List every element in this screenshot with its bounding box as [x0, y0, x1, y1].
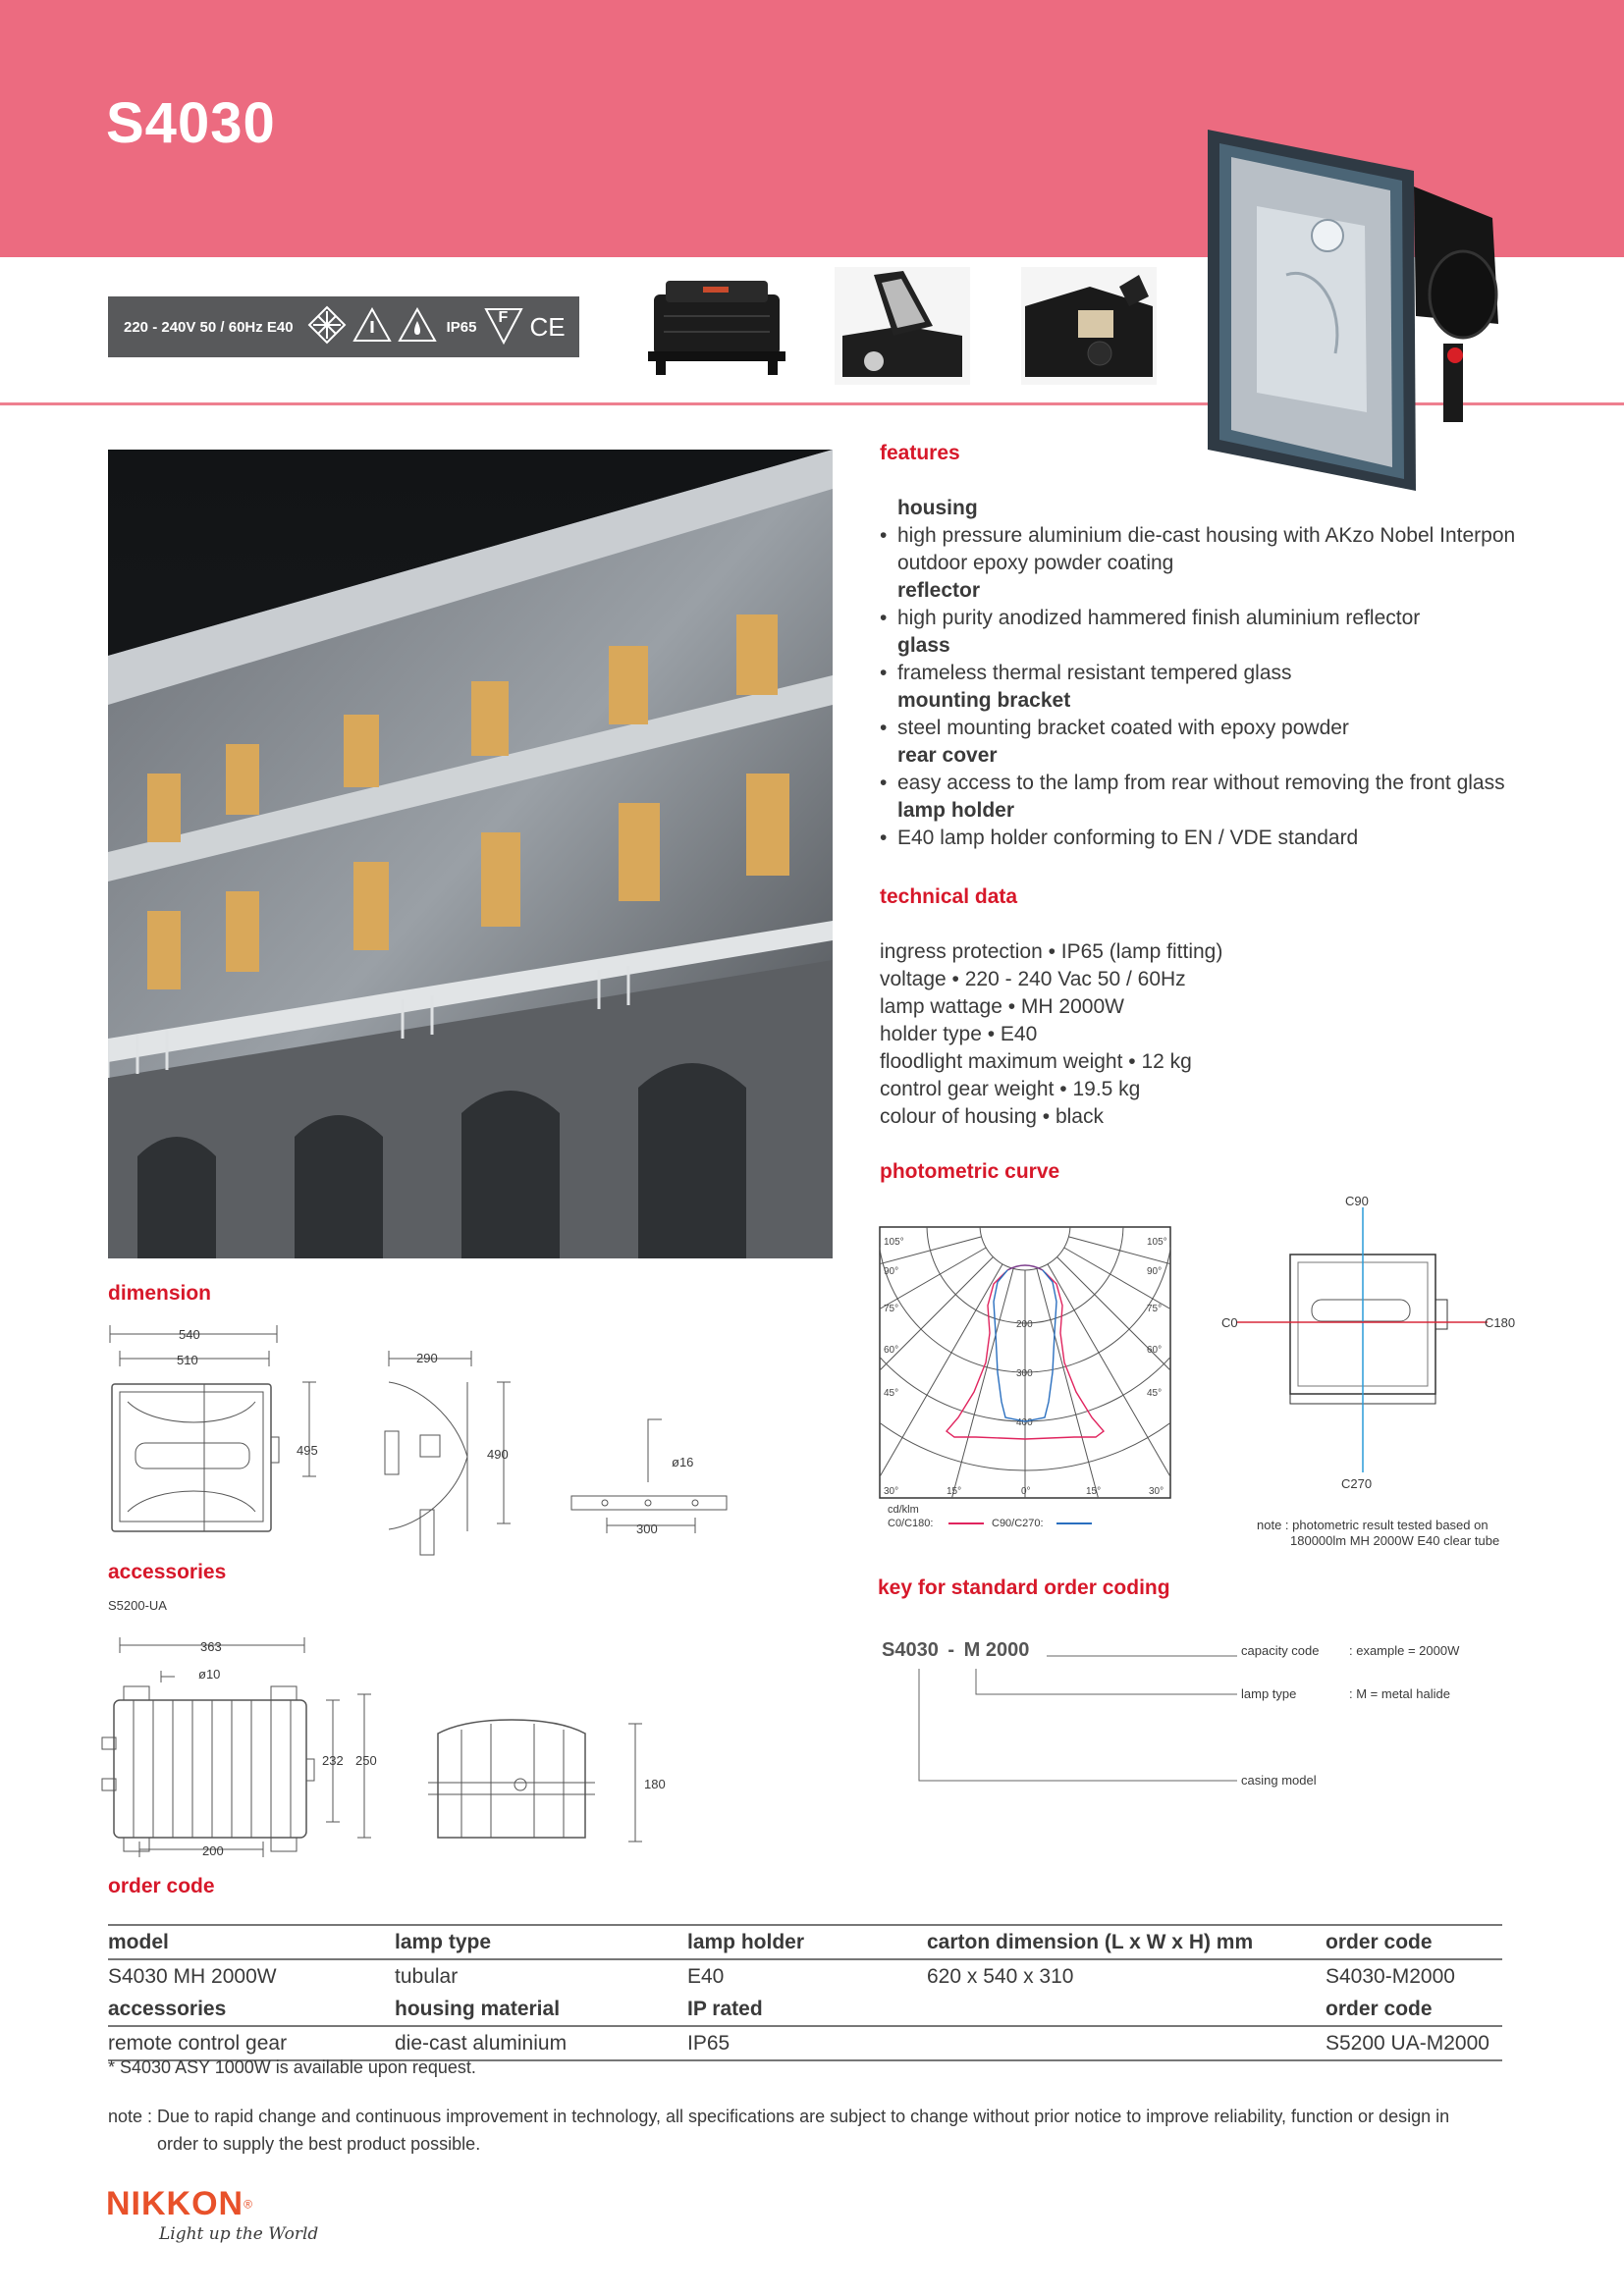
table-cell: S4030 MH 2000W [108, 1964, 277, 1988]
table-header-cell: housing material [395, 1993, 687, 2026]
feature-line: • high pressure aluminium die-cast housing with AKzo Nobel Interpon [880, 522, 1567, 550]
page-title: S4030 [106, 91, 276, 155]
table-row [108, 1959, 1502, 1993]
c-plane-diagram [1208, 1188, 1532, 1502]
dim-300: 300 [636, 1522, 658, 1536]
dim-290: 290 [416, 1351, 438, 1365]
angle-label: 15° [1086, 1486, 1102, 1497]
order-key-lines [880, 1649, 1243, 1787]
order-code-table [108, 1924, 1502, 2061]
axis-c180-label: C180 [1485, 1315, 1516, 1330]
feature-group-name: rear cover [897, 744, 998, 767]
disclaimer-note [108, 2103, 1522, 2158]
feature-line: • high purity anodized hammered finish aluminium reflector [880, 605, 1567, 632]
spec-voltage: 220 - 240V 50 / 60Hz E40 [124, 318, 294, 336]
dimension-heading: dimension [108, 1282, 212, 1305]
photometric-note-2: 180000lm MH 2000W E40 clear tube [1290, 1533, 1500, 1548]
accessories-heading: accessories [108, 1561, 227, 1583]
legend-c0 [888, 1518, 984, 1529]
table-cell: remote control gear [108, 2026, 395, 2060]
feature-line: • easy access to the lamp from rear without removing the front glass [880, 770, 1567, 797]
legend-c0-swatch [948, 1522, 984, 1524]
feature-line: • steel mounting bracket coated with epoxy powder [880, 715, 1567, 742]
tech-line: floodlight maximum weight • 12 kg [880, 1050, 1192, 1073]
table-header-cell: lamp holder [687, 1925, 927, 1959]
angle-label: 60° [884, 1345, 899, 1356]
photometric-heading: photometric curve [880, 1160, 1060, 1183]
acc-dim-10: ø10 [198, 1667, 221, 1682]
axis-c0-label: C0 [1221, 1315, 1238, 1330]
legend-c90-label: C90/C270: [992, 1518, 1044, 1529]
table-cell [927, 2026, 1326, 2060]
note-line-2: order to supply the best product possible. [157, 2134, 481, 2154]
spec-bar [108, 296, 579, 357]
nikkon-logo [106, 2185, 252, 2223]
capacity-example: : example = 2000W [1349, 1643, 1460, 1658]
feature-line: • frameless thermal resistant tempered glass [880, 660, 1567, 687]
rear-cover-photo [1021, 267, 1157, 385]
tech-line: voltage • 220 - 240 Vac 50 / 60Hz [880, 968, 1186, 990]
ip-rating: IP65 [446, 318, 477, 336]
table-cell: E40 [687, 1964, 725, 1988]
building-night-photo [108, 450, 833, 1258]
casing-label: casing model [1241, 1773, 1317, 1788]
tech-line: holder type • E40 [880, 1023, 1038, 1045]
feature-group-name: reflector [897, 579, 981, 602]
axis-c90-label: C90 [1345, 1194, 1369, 1208]
angle-label: 75° [884, 1304, 899, 1314]
capacity-label: capacity code [1241, 1643, 1320, 1658]
radial-label: 400 [1016, 1417, 1033, 1428]
acc-dim-180: 180 [644, 1777, 666, 1791]
ce-mark: CE [529, 311, 566, 342]
note-line-1: note : Due to rapid change and continuous improvement in technology, all specifications are subject to change without prior notice to improve reliability, function or design in [108, 2107, 1450, 2126]
code-type: M [963, 1639, 981, 1661]
order-footnote: * S4030 ASY 1000W is available upon request. [108, 2057, 476, 2077]
angle-label: 75° [1147, 1304, 1163, 1314]
angle-label: 105° [884, 1237, 904, 1248]
dim-495: 495 [297, 1443, 318, 1458]
tech-line: colour of housing • black [880, 1105, 1104, 1128]
angle-label: 105° [1147, 1237, 1167, 1248]
technical-heading: technical data [880, 885, 1018, 908]
accessory-drawings [98, 1635, 687, 1865]
table-header-cell: accessories [108, 1993, 395, 2026]
feature-line: • E40 lamp holder conforming to EN / VDE standard [880, 825, 1567, 852]
floodlight-product-photo [1198, 128, 1512, 501]
table-cell: 620 x 540 x 310 [927, 1964, 1074, 1988]
feature-group-name: glass [897, 634, 950, 657]
table-header-cell: order code [1326, 1925, 1502, 1959]
photometric-note-1: note : photometric result tested based on [1257, 1518, 1489, 1532]
control-gear-photo [644, 267, 789, 385]
code-dash: - [947, 1639, 955, 1661]
table-cell: S4030-M2000 [1326, 1964, 1455, 1988]
f-mark-icon [484, 305, 523, 348]
table-header-row [108, 1993, 1502, 2026]
code-model: S4030 [882, 1639, 939, 1661]
dim-16: ø16 [672, 1455, 694, 1469]
table-row [108, 2026, 1502, 2060]
dim-510: 510 [177, 1353, 198, 1367]
lamp-type-label: lamp type [1241, 1686, 1297, 1701]
angle-label: 30° [1149, 1486, 1164, 1497]
code-watt: 2000 [985, 1639, 1030, 1661]
table-header-cell: lamp type [395, 1925, 687, 1959]
angle-label: 45° [884, 1388, 899, 1399]
open-housing-photo [835, 267, 970, 385]
angle-label: 0° [1021, 1486, 1031, 1497]
technical-list [880, 938, 1567, 1131]
angle-label: 90° [1147, 1266, 1163, 1277]
dim-540: 540 [179, 1327, 200, 1342]
table-cell: tubular [395, 1964, 459, 1988]
legend-c90 [992, 1518, 1092, 1529]
feature-group-name: housing [897, 497, 978, 519]
feature-line: outdoor epoxy powder coating [897, 552, 1174, 574]
table-header-cell [927, 1993, 1326, 2026]
legend-c0-label: C0/C180: [888, 1518, 934, 1529]
lamp-type-example: : M = metal halide [1349, 1686, 1450, 1701]
radial-label: 300 [1016, 1368, 1033, 1379]
order-code-heading: order code [108, 1875, 215, 1897]
photometric-unit: cd/klm [888, 1504, 919, 1516]
acc-dim-200: 200 [202, 1843, 224, 1858]
table-cell: die-cast aluminium [395, 2026, 687, 2060]
f-mark-label: F [498, 309, 509, 326]
logo-name: NIKKON [106, 2185, 244, 2222]
features-list [880, 495, 1567, 852]
legend-c90-swatch [1056, 1522, 1092, 1524]
drop-triangle-icon [398, 307, 437, 347]
angle-label: 60° [1147, 1345, 1163, 1356]
table-header-cell: order code [1326, 1993, 1502, 2026]
table-header-cell: model [108, 1925, 395, 1959]
angle-label: 30° [884, 1486, 899, 1497]
angle-label: 15° [947, 1486, 962, 1497]
class-diamond-icon [307, 305, 347, 348]
dim-490: 490 [487, 1447, 509, 1462]
axis-c270-label: C270 [1341, 1476, 1373, 1491]
order-key-heading: key for standard order coding [878, 1576, 1170, 1599]
acc-dim-250: 250 [355, 1753, 377, 1768]
features-heading: features [880, 442, 960, 464]
logo-registered: ® [244, 2197, 252, 2212]
feature-group-name: lamp holder [897, 799, 1015, 822]
angle-label: 45° [1147, 1388, 1163, 1399]
table-cell: S5200 UA-M2000 [1326, 2026, 1502, 2060]
table-header-row [108, 1925, 1502, 1959]
table-header-cell: carton dimension (L x W x H) mm [927, 1925, 1326, 1959]
acc-dim-232: 232 [322, 1753, 344, 1768]
logo-tagline: Light up the World [159, 2224, 319, 2244]
radial-label: 200 [1016, 1319, 1033, 1330]
hazard-triangle-icon [352, 307, 392, 347]
angle-label: 90° [884, 1266, 899, 1277]
tech-line: lamp wattage • MH 2000W [880, 995, 1124, 1018]
table-header-cell: IP rated [687, 1993, 927, 2026]
feature-group-name: mounting bracket [897, 689, 1071, 712]
acc-dim-363: 363 [200, 1639, 222, 1654]
photometric-polar-chart [878, 1225, 1172, 1500]
tech-line: ingress protection • IP65 (lamp fitting) [880, 940, 1223, 963]
accessory-model: S5200-UA [108, 1598, 167, 1613]
table-cell: IP65 [687, 2026, 927, 2060]
tech-line: control gear weight • 19.5 kg [880, 1078, 1141, 1100]
